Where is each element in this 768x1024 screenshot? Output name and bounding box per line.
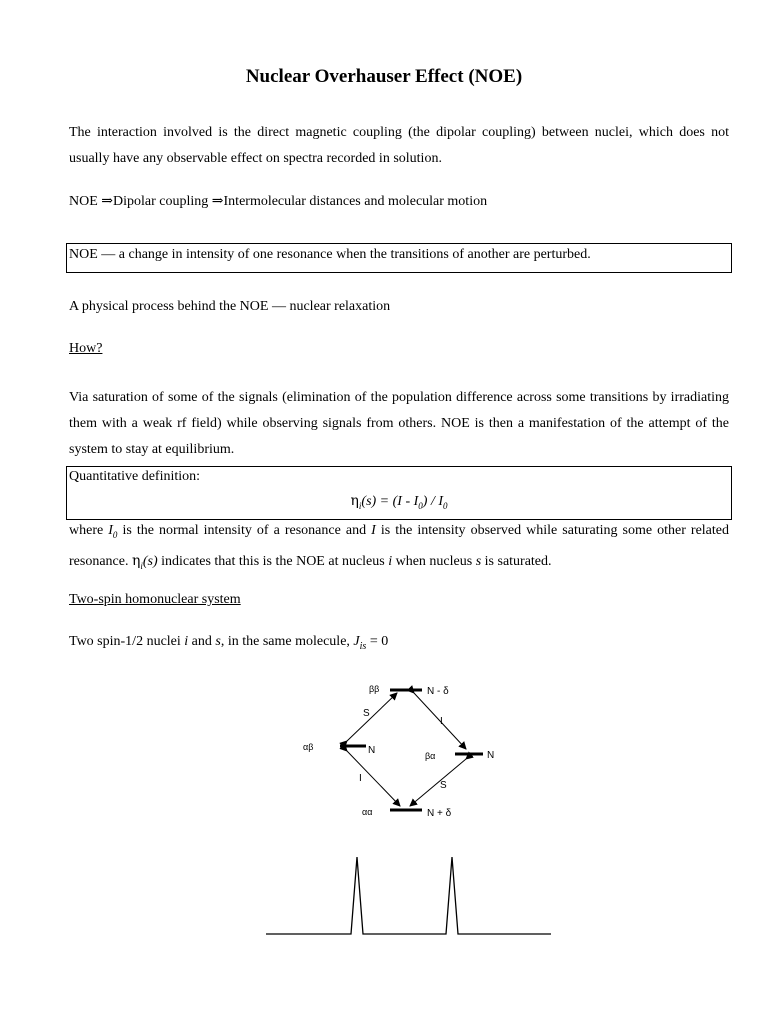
label-right-pop: N [487, 750, 495, 761]
formula-sub-0b: 0 [443, 500, 448, 511]
where-t4: indicates that this is the NOE at nucleus [157, 553, 389, 569]
label-bottom-pop: N + δ [427, 808, 452, 819]
label-aa: αα [362, 807, 373, 817]
two-spin-t1: Two spin-1/2 nuclei [69, 634, 185, 649]
two-spin-j: J [353, 634, 360, 649]
where-i: I [371, 523, 376, 538]
transition-i-lower [347, 751, 400, 806]
where-t1: where [69, 523, 109, 538]
physical-process: A physical process behind the NOE — nuclear relaxation [69, 299, 391, 314]
label-i-lower: I [359, 773, 362, 784]
label-ab: αβ [303, 742, 314, 752]
where-t6: is saturated. [481, 553, 552, 569]
two-spin-heading-text: Two-spin homonuclear system [69, 592, 241, 607]
chain-dipolar: Dipolar coupling [113, 194, 209, 209]
formula-lhs: (s) = (I - I [361, 494, 419, 509]
where-nucleus-s: s [475, 553, 482, 569]
label-bb: ββ [369, 684, 380, 694]
where-t2: is the normal intensity of a resonance and [117, 523, 372, 538]
transition-s-upper [347, 693, 397, 741]
where-i0: I [108, 523, 113, 538]
label-i-upper: I [440, 716, 443, 727]
where-eta-s: (s) [142, 553, 158, 569]
definition-text: NOE — a change in intensity of one resonance when the transitions of another are perturbed. [69, 247, 591, 262]
two-spin-t4: = 0 [366, 634, 389, 649]
formula-sub-0: 0 [418, 500, 423, 511]
page-title: Nuclear Overhauser Effect (NOE) [245, 66, 523, 87]
two-spin-s: s [215, 634, 221, 649]
label-top-pop: N - δ [427, 686, 449, 697]
two-spin-t2: and [188, 634, 216, 649]
where-t5: when nucleus [392, 553, 476, 569]
how-text: How? [69, 341, 103, 356]
implies-arrow-icon: ⇒ [211, 193, 224, 209]
spectrum-trace [266, 857, 551, 934]
quantitative-label: Quantitative definition: [69, 469, 201, 484]
label-s-upper: S [363, 708, 370, 719]
transition-s-lower [410, 759, 466, 806]
where-eta: η [131, 552, 141, 569]
where-t3: is the intensity observed while saturating some other related resonance. [69, 523, 730, 569]
two-spin-i: i [184, 634, 189, 649]
label-ba: βα [425, 751, 436, 761]
implies-arrow-icon: ⇒ [101, 193, 114, 209]
formula-mid: ) / I [422, 494, 443, 509]
chain-noe: NOE [69, 194, 98, 209]
formula-eta: η [350, 493, 359, 509]
two-spin-t3: , in the same molecule, [220, 634, 354, 649]
where-nucleus-i: i [388, 553, 393, 569]
where-eta-sub: i [140, 560, 143, 571]
intro-paragraph: The interaction involved is the direct magnetic coupling (the dipolar coupling) between nuclei, which does not usually have any observable effect on spectra recorded in solution. [69, 125, 729, 166]
two-spin-j-sub: is [359, 640, 367, 652]
saturation-paragraph: Via saturation of some of the signals (elimination of the population difference across some transitions by irradiating them with a weak rf field) while observing signals from others. NOE is then a manifestation of the attempt of the system to stay at equilibrium. [69, 390, 729, 457]
label-left-pop: N [368, 745, 376, 756]
formula-sub-i: i [358, 500, 362, 511]
chain-distances: Intermolecular distances and molecular motion [223, 194, 488, 209]
label-s-lower: S [440, 780, 447, 791]
where-i0-sub: 0 [112, 529, 118, 540]
